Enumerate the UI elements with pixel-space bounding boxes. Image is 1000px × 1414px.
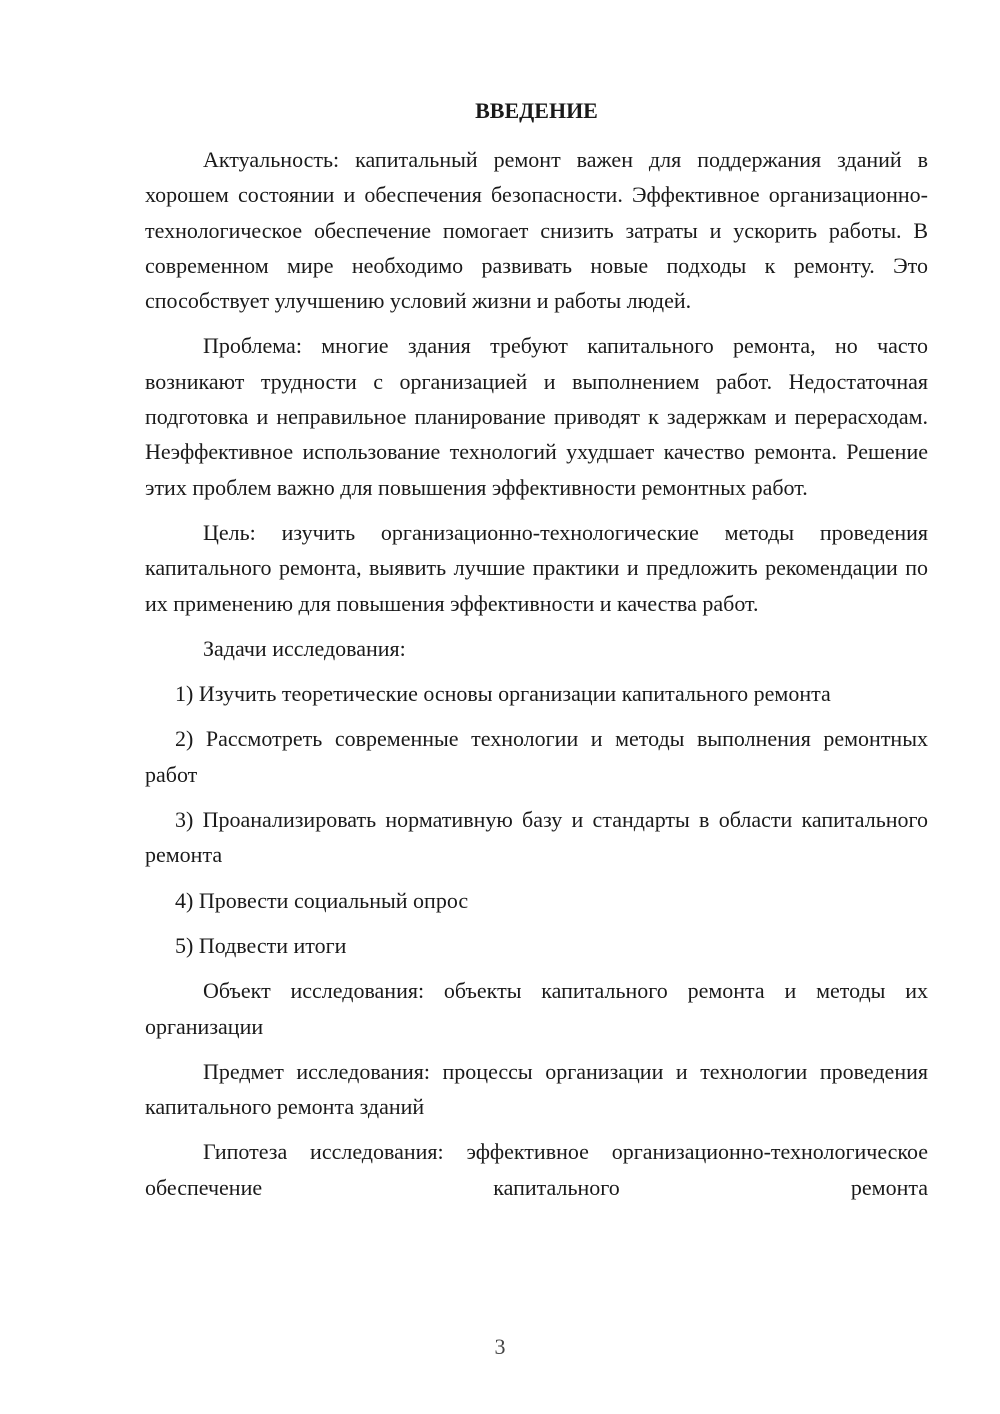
paragraph-goal: Цель: изучить организационно-технологические методы проведения капитального ремонта, выявить лучшие практики и предложить рекомендации по их применению для повышения эффективности и качества работ. bbox=[145, 519, 928, 616]
page-number: 3 bbox=[494, 1334, 506, 1359]
list-item-task-1: 1) Изучить теоретические основы организации капитального ремонта bbox=[175, 681, 831, 707]
paragraph-object: Объект исследования: объекты капитального ремонта и методы их организации bbox=[145, 978, 928, 1039]
tasks-heading: Задачи исследования: bbox=[203, 635, 406, 661]
paragraph-subject: Предмет исследования: процессы организации и технологии проведения капитального ремонта зданий bbox=[145, 1058, 928, 1120]
paragraph-relevance: Актуальность: капитальный ремонт важен для поддержания зданий в хорошем состоянии и обеспечения безопасности. Эффективное организационно-технологическое обеспечение помогает снизить затраты и ускорить работы. В современном мире необходимо развивать новые подходы к ремонту. Это способствует улучшению условий жизни и работы людей. bbox=[145, 147, 928, 314]
paragraph-hypothesis: Гипотеза исследования: эффективное организационно-технологическое обеспечение капитального ремонта bbox=[145, 1139, 928, 1200]
list-item-task-4: 4) Провести социальный опрос bbox=[175, 887, 469, 913]
list-item-task-3: 3) Проанализировать нормативную базу и стандарты в области капитального ремонта bbox=[145, 807, 928, 868]
list-item-task-2: 2) Рассмотреть современные технологии и методы выполнения ремонтных работ bbox=[145, 726, 928, 787]
tasks-list bbox=[145, 676, 928, 963]
paragraph-problem: Проблема: многие здания требуют капитального ремонта, но часто возникают трудности с организацией и выполнением работ. Недостаточная подготовка и неправильное планирование приводят к задержкам и перерасходам. Неэффективное использование технологий ухудшает качество ремонта. Решение этих проблем важно для повышения эффективности ремонтных работ. bbox=[145, 333, 928, 500]
list-item-task-5: 5) Подвести итоги bbox=[175, 932, 347, 958]
document-page bbox=[145, 94, 928, 1215]
page-title: ВВЕДЕНИЕ bbox=[475, 98, 598, 123]
